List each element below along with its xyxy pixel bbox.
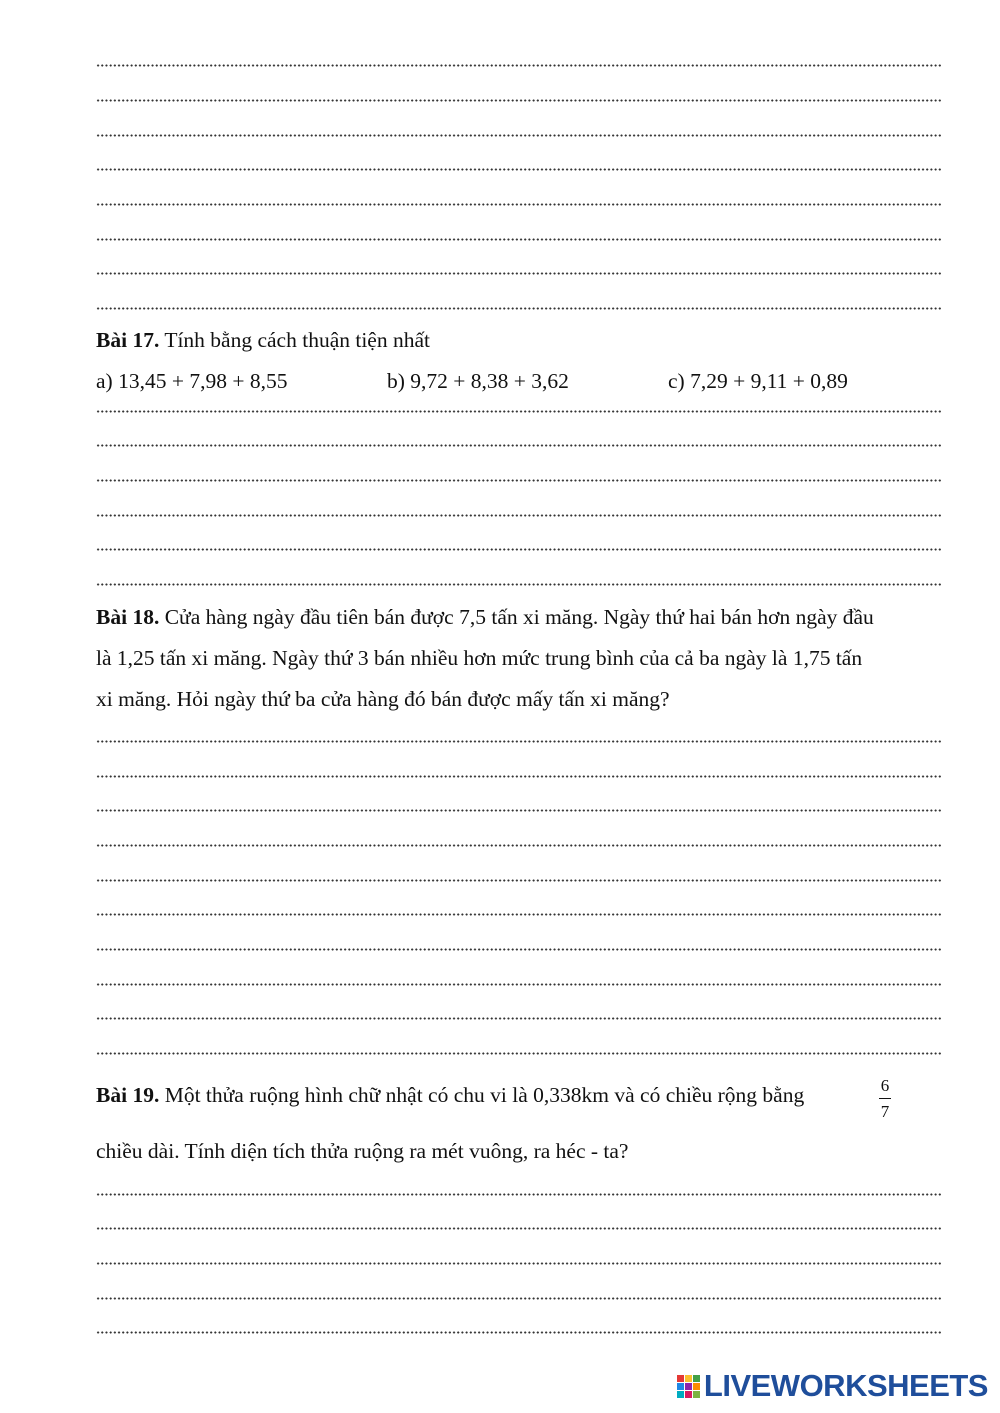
- exercise-19-line-2: chiều dài. Tính diện tích thửa ruộng ra mét vuông, ra héc - ta?: [96, 1139, 629, 1163]
- answer-line[interactable]: [96, 775, 941, 778]
- answer-line[interactable]: [96, 983, 941, 986]
- answer-line[interactable]: [96, 844, 941, 847]
- answer-line[interactable]: [96, 134, 941, 137]
- answer-line[interactable]: [96, 410, 941, 413]
- exercise-18-text: Cửa hàng ngày đầu tiên bán được 7,5 tấn xi măng. Ngày thứ hai bán hơn ngày đầu: [159, 605, 874, 629]
- exercise-19-text: Một thửa ruộng hình chữ nhật có chu vi là 0,338km và có chiều rộng bằng: [159, 1083, 805, 1107]
- answer-line[interactable]: [96, 809, 941, 812]
- exercise-17-prompt: Tính bằng cách thuận tiện nhất: [159, 328, 430, 352]
- exercise-17-part-b: b) 9,72 + 8,38 + 3,62: [387, 369, 569, 393]
- answer-line[interactable]: [96, 1331, 941, 1334]
- logo-grid-icon: [677, 1375, 700, 1398]
- answer-line[interactable]: [96, 740, 941, 743]
- logo-grid-cell: [693, 1375, 700, 1382]
- logo-grid-cell: [677, 1375, 684, 1382]
- answer-line[interactable]: [96, 168, 941, 171]
- logo-grid-cell: [685, 1375, 692, 1382]
- answer-line[interactable]: [96, 1262, 941, 1265]
- exercise-19-line-1: [96, 1085, 804, 1107]
- answer-line[interactable]: [96, 1297, 941, 1300]
- answer-line[interactable]: [96, 1227, 941, 1230]
- exercise-18-title: Bài 18.: [96, 605, 160, 629]
- answer-line[interactable]: [96, 99, 941, 102]
- answer-line[interactable]: [96, 272, 941, 275]
- answer-line[interactable]: [96, 948, 941, 951]
- answer-line[interactable]: [96, 548, 941, 551]
- answer-line[interactable]: [96, 879, 941, 882]
- exercise-17-title: Bài 17.: [96, 328, 160, 352]
- answer-line[interactable]: [96, 514, 941, 517]
- answer-line[interactable]: [96, 479, 941, 482]
- exercise-19-title: Bài 19.: [96, 1083, 160, 1107]
- logo-grid-cell: [685, 1391, 692, 1398]
- fraction-denominator: 7: [880, 1102, 890, 1121]
- exercise-17-part-a: a) 13,45 + 7,98 + 8,55: [96, 369, 288, 393]
- logo-text: LIVEWORKSHEETS: [703, 1368, 988, 1403]
- logo-grid-cell: [677, 1391, 684, 1398]
- answer-line[interactable]: [96, 583, 941, 586]
- answer-line[interactable]: [96, 238, 941, 241]
- exercise-17-heading: [96, 330, 430, 352]
- answer-line[interactable]: [96, 64, 941, 67]
- answer-line[interactable]: [96, 203, 941, 206]
- exercise-18-line-2: là 1,25 tấn xi măng. Ngày thứ 3 bán nhiều hơn mức trung bình của cả ba ngày là 1,75 tấn: [96, 646, 863, 670]
- logo-grid-cell: [677, 1383, 684, 1390]
- answer-line[interactable]: [96, 307, 941, 310]
- exercise-17-part-c: c) 7,29 + 9,11 + 0,89: [668, 369, 848, 393]
- answer-line[interactable]: [96, 1017, 941, 1020]
- logo-grid-cell: [693, 1391, 700, 1398]
- fraction-numerator: 6: [880, 1076, 890, 1095]
- fraction-bar: [879, 1098, 891, 1099]
- answer-line[interactable]: [96, 1193, 941, 1196]
- exercise-18-line-3: xi măng. Hỏi ngày thứ ba cửa hàng đó bán được mấy tấn xi măng?: [96, 687, 670, 711]
- liveworksheets-logo: [677, 1368, 988, 1403]
- logo-grid-cell: [685, 1383, 692, 1390]
- answer-line[interactable]: [96, 444, 941, 447]
- answer-line[interactable]: [96, 913, 941, 916]
- logo-grid-cell: [693, 1383, 700, 1390]
- answer-line[interactable]: [96, 1052, 941, 1055]
- exercise-18-line-1: [96, 607, 874, 629]
